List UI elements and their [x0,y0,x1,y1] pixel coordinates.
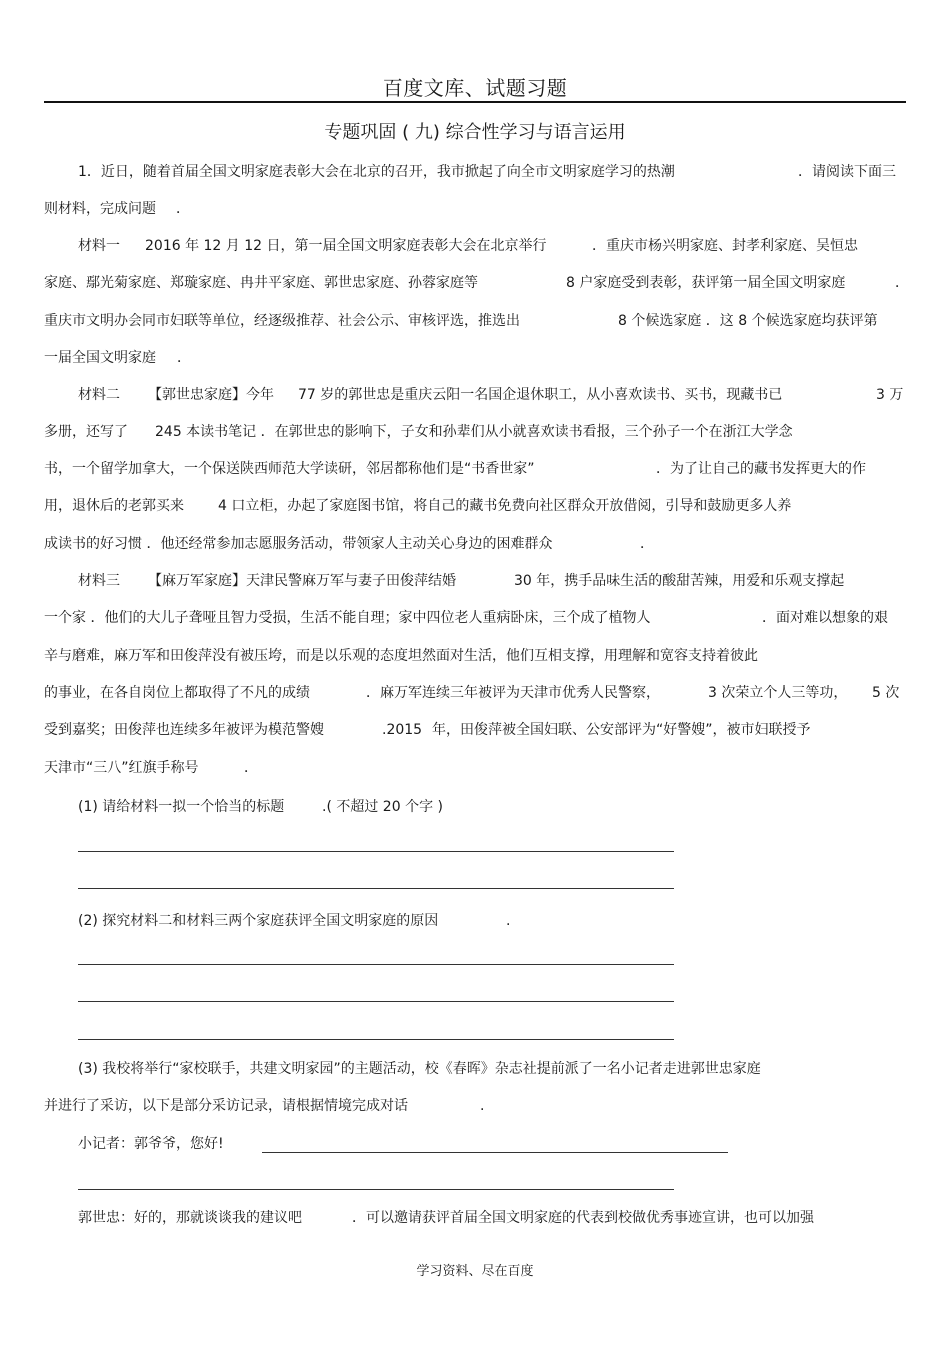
m2-line-4b: 4 口立柜，办起了家庭图书馆，将自己的藏书免费向社区群众开放借阅，引导和鼓励更多人养 [218,498,792,514]
sub1-answer-line-2[interactable] [78,888,674,889]
m3-line-2a: 一个家 ．他们的大儿子聋哑且智力受损，生活不能自理；家中四位老人重病卧床，三个成了植物人 [44,610,651,626]
m3-line-3a: 辛与磨难，麻万军和田俊萍没有被压垮，而是以乐观的态度坦然面对生活，他们互相支撑，用理解和宽容支持着彼此 [44,648,758,664]
q1-intro-line-2b: ． [176,201,190,217]
m1-line-3b: 8 个候选家庭 ．这 8 个候选家庭均获评第 [618,313,878,329]
m3-line-6b: ． [244,760,258,776]
sub2-answer-line-3[interactable] [78,1039,674,1040]
q1-intro-line-2a: 则材料，完成问题 [44,201,156,217]
m2-line-3a: 书，一个留学加拿大，一个保送陕西师范大学读研，邻居都称他们是“书香世家” [44,461,535,477]
sub3-guo-line-b: ．可以邀请获评首届全国文明家庭的代表到校做优秀事迹宣讲，也可以加强 [352,1210,814,1226]
m3-line-2b: ．面对难以想象的艰 [762,610,888,626]
m2-line-1c: 77 岁的郭世忠是重庆云阳一名国企退休职工，从小喜欢读书、买书，现藏书已 [298,387,783,403]
sub2-end: . [506,913,511,929]
m2-line-2b: 245 本读书笔记 ．在郭世忠的影响下，子女和孙辈们从小就喜欢读书看报，三个孙子一个在浙江大学念 [155,424,793,440]
m3-line-6a: 天津市“三八”红旗手称号 [44,760,199,776]
sub3-reporter-line: 小记者：郭爷爷，您好! [78,1136,224,1152]
m1-line-1c: ．重庆市杨兴明家庭、封孝利家庭、吴恒忠 [592,238,858,254]
m3-line-4b: ．麻万军连续三年被评为天津市优秀人民警察， [366,685,660,701]
m3-line-5a: 受到嘉奖；田俊萍也连续多年被评为模范警嫂 [44,722,324,738]
sub2-answer-line-2[interactable] [78,1001,674,1002]
header-title: 百度文库、试题习题 [382,76,568,100]
m1-line-2a: 家庭、鄢光菊家庭、郑璇家庭、冉井平家庭、郭世忠家庭、孙蓉家庭等 [44,275,478,291]
sub3-reporter-answer-line[interactable] [262,1152,728,1153]
m3-line-4c: 3 次荣立个人三等功， [708,685,848,701]
m2-label: 材料二 [78,387,120,403]
page-footer: 学习资料、尽在百度 [416,1264,534,1279]
m1-line-2b: 8 户家庭受到表彰，获评第一届全国文明家庭 [566,275,846,291]
m1-line-1b: 2016 年 12 月 12 日，第一届全国文明家庭表彰大会在北京举行 [145,238,547,254]
sub1-question: (1) 请给材料一拟一个恰当的标题 [78,799,285,815]
m2-line-4a: 用，退休后的老郭买来 [44,498,184,514]
document-title: 专题巩固 ( 九) 综合性学习与语言运用 [324,122,626,143]
sub3-line-2: 并进行了采访，以下是部分采访记录，请根据情境完成对话 [44,1098,408,1114]
m1-line-2c: ． [895,275,909,291]
m2-line-1d: 3 万 [876,387,904,403]
q1-intro-line-1a: 1．近日，随着首届全国文明家庭表彰大会在北京的召开，我市掀起了向全市文明家庭学习的热潮 [78,164,675,180]
m1-line-4b: ． [177,350,191,366]
header-divider [44,101,906,103]
m3-line-4d: 5 次 [872,685,900,701]
sub1-note: .( 不超过 20 个字 ) [322,799,443,815]
m3-line-5c: 年，田俊萍被全国妇联、公安部评为“好警嫂”，被市妇联授予 [432,722,811,738]
m2-line-5a: 成读书的好习惯 ．他还经常参加志愿服务活动，带领家人主动关心身边的困难群众 [44,536,553,552]
m1-label: 材料一 [78,238,120,254]
sub3-line-2-end: . [480,1098,485,1114]
m3-line-1b: 【麻万军家庭】天津民警麻万军与妻子田俊萍结婚 [148,573,456,589]
m2-line-1b: 【郭世忠家庭】今年 [148,387,274,403]
m2-line-5b: ． [640,536,654,552]
m3-label: 材料三 [78,573,120,589]
m3-line-5b: .2015 [382,722,423,738]
m3-line-4a: 的事业，在各自岗位上都取得了不凡的成绩 [44,685,310,701]
sub2-answer-line-1[interactable] [78,964,674,965]
m3-line-1c: 30 年，携手品味生活的酸甜苦辣，用爱和乐观支撑起 [514,573,845,589]
m2-line-3b: ．为了让自己的藏书发挥更大的作 [656,461,866,477]
sub1-answer-line-1[interactable] [78,851,674,852]
sub2-question: (2) 探究材料二和材料三两个家庭获评全国文明家庭的原因 [78,913,439,929]
sub3-line-1: (3) 我校将举行“家校联手，共建文明家园”的主题活动，校《春晖》杂志社提前派了一名小记者走进郭世忠家庭 [78,1061,761,1077]
q1-intro-line-1b: ．请阅读下面三 [798,164,896,180]
m1-line-3a: 重庆市文明办会同市妇联等单位，经逐级推荐、社会公示、审核评选，推选出 [44,313,520,329]
sub3-guo-line-a: 郭世忠：好的，那就谈谈我的建议吧 [78,1210,302,1226]
sub3-answer-line-2[interactable] [78,1189,674,1190]
m1-line-4a: 一届全国文明家庭 [44,350,156,366]
m2-line-2a: 多册，还写了 [44,424,128,440]
